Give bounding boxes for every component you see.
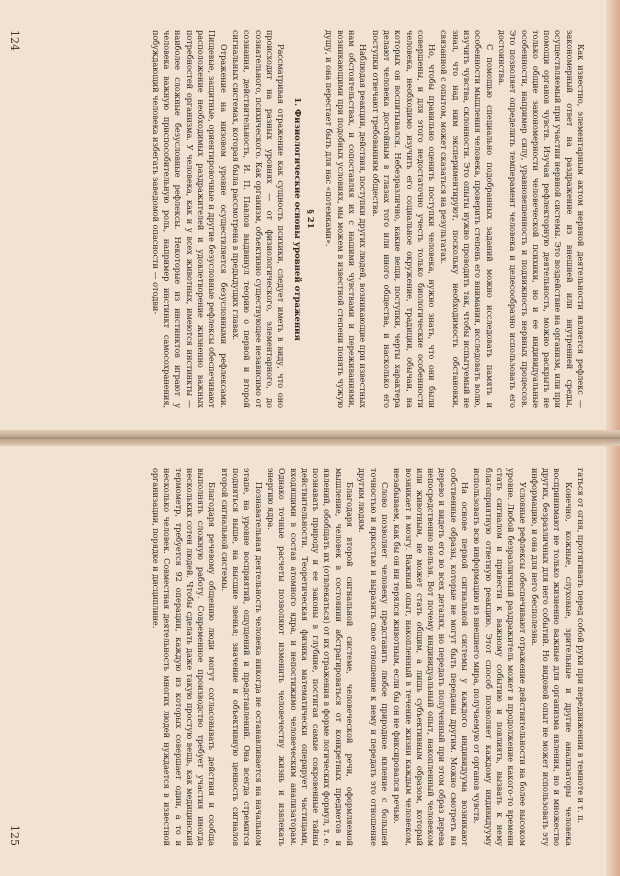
paragraph: Но, чтобы правильно оценить поступки человека, нужно знать, что они были совершены, и для этого недостаточно учесть только биологические особенности человека, необходимо изучить его социальное окружение, традиции, обычаи, на которых он воспитывался. Небезразлично, какие вещи, поступки, черты характера делают человека достойным в глазах того или иного общества, и насколько его поступки отвечают требованиям общества. — [370, 30, 438, 408]
right-page — [0, 438, 620, 876]
paragraph: Благодаря второй сигнальной системе, человеческой речи, оформляемой мышление, человек в состоянии абстрагироваться от конкретных предметов и явлений, обобщать их (отвлекаться) от их отражения в форме логических формул, т. е. познавать природу и ее законы в глубине, постигая самые сокровенные тайны действительности. Теоретическая физика математически оперирует частицами, входящими в состав атомного ядра, и непостижимо человеческим анализаторам. Однако точные расчеты позволяют изменить человечеству жизнь и извлекать энергию ядра. — [265, 468, 356, 846]
paragraph: гаться от огня, протягивать перед собой руки при передвижении в темноте и т. п. — [576, 468, 586, 824]
paragraph: Благодаря речевому общению люди могут согласовывать действия и сообща выполнять сложную работу. Современное производство требует участия иногда нескольких сотен людей. Чтобы сделать даже такую простую вещь, как медицинский термометр, требуется 92 операции, каждую из которых совершает один, а то и несколько человек. Совместная деятельность многих людей нуждается в известной организации, порядке и дисциплине. — [151, 468, 218, 846]
paragraph: Познавательная деятельность человека никогда не останавливается на начальном этапе, на уровне восприятий, ощущений и представлений. Она всегда стремится подняться выше, на высшие звенья; значение и объективную ценность сигналов второй сигнальной системы. — [219, 468, 264, 846]
paragraph: С помощью специально подобранных заданий можно исследовать память и особенности мышления человека, проверить степень его внимания, исследовать волю, изучить чувства, склонности. Это опыты нужно проводить так, чтобы испытуемый не знал, что над ним экспериментируют, поскольку необходимость обстановки, связанной с опытом, может сказаться на результатах. — [439, 30, 495, 408]
paragraph: Как известно, элементарным актом нервной деятельности является рефлекс — закономерный ответ на раздражение из внешней или внутренней среды, осуществляемый при участии нервной системы. Это воздействие на организм, или при помощи органов чувств. Изучая рефлекторную деятельность, можно раскрыть не только общие закономерности человеческой психики, но и ее индивидуальные особенности, например силу, уравновешенность и подвижность нервных процессов. Это позволяет определить темперамент человека и целесообразно использовать его достоинства. — [496, 30, 586, 408]
paragraph: Слово позволяет человеку представить любое природное явление с большей точностью и яркостью и выразить свое отношение к нему и передать это отношение другим людям. — [357, 468, 390, 846]
section-number: § 21 — [305, 209, 316, 229]
section-title: 1. Физиологические основы уровней отражения — [292, 97, 303, 341]
paragraph: На основе первой сигнальной системы у каждого индивидуума возникают собственные образы, которые не могут быть переданы другим. Можно смотреть на дерево и видеть его во всех деталях, но передать полученный при этом образ дерева непосредственно нельзя. Вот почему индивидуальный опыт, накопленный человеком или животным, не может стать общим, а лишь субъективным образом, который возникает в мозгу. Важный опыт, накопленный в течение жизни каждым человеком, незабываем, как бы он ни терялся животным, если бы он не фиксировался речью. — [392, 468, 471, 846]
paragraph: Наблюдая реакции, действия, поступки других людей, возникающие при известных нам обстоятельствах, и сопоставляя их с нашими чувствами и переживаниями, возникающими при подобных условиях, мы можем в известной степени понять чужую душу, и она перестает быть для нас «потемками». — [324, 30, 369, 408]
page-number-left: 124 — [8, 30, 21, 51]
paragraph: Конечно, кожные, слуховые, зрительные и другие анализаторы человека воспринимают не только жизненно важные для организма явления, но и множество других, безразличных для него событий. Но видовой опыт не может использовать эту информацию, и она для него бесполезна. — [529, 468, 574, 846]
paragraph: Условные рефлексы обеспечивают отражение действительности на более высоком уровне. Любой безразличный раздражитель может в продолжение какого-то времени стать сигналом и привести к важному событию и повлиять, вызвать к нему благоприятную ответную реакцию. Этот способ позволяет каждому индивидууму использовать всю информацию из внешнего мира, получаемую от органов чувств. — [472, 468, 528, 846]
paragraph: Рассматривая отражение как сущность психики, следует иметь в виду, что оно происходит на разных уровнях — от физиологического, элементарного, до сознательного, психического. Как организм, объективно существующее независимо от сознания, действительность, И. П. Павлов выдвинул теорию о первой и второй сигнальных системах, которая была рассмотрена в предыдущих главах. — [230, 30, 287, 408]
paragraph: Отражение на низовом уровне осуществляется безусловными рефлексами. Пищевые, защитные, ориентировочные и другие безусловные рефлексы обеспечивают расположение необходимых раздражителей и удовлетворение жизненно важных потребностей организма. У человека, как и у всех животных, имеются инстинкты — наиболее сложные безусловные рефлексы. Некоторые из инстинктов играют у человека важную приспособительную роль, например инстинкт самосохранения, побуждающий человека избегать заведомой опасности — отодви- — [150, 30, 229, 408]
page-number-right: 125 — [8, 825, 21, 846]
